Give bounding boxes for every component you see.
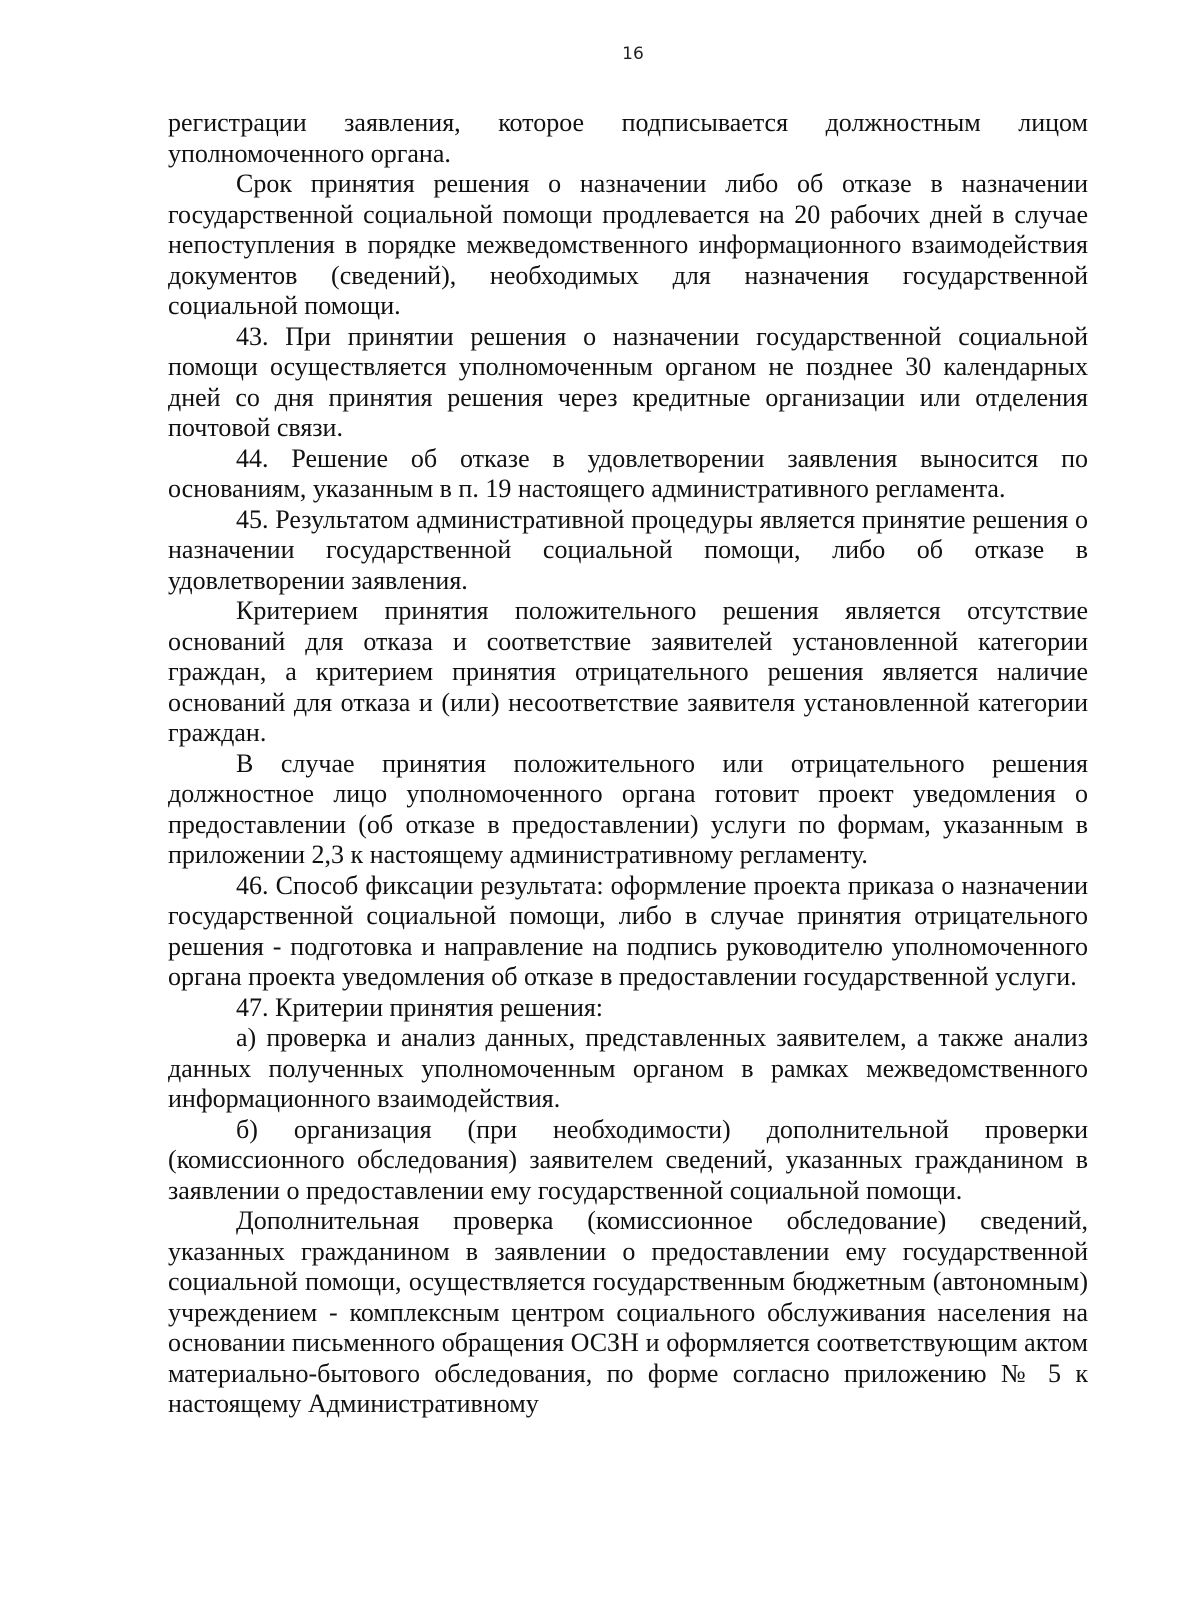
paragraph-47: 47. Критерии принятия решения: — [236, 992, 604, 1022]
paragraph-43: 43. При принятии решения о назначении государственной социальной помощи осуществляется уполномоченным органом не позднее 30 календарных дней со дня принятия решения через кредитные организации или отделения почтовой связи. — [168, 321, 1088, 442]
paragraph-45: 45. Результатом административной процедуры является принятие решения о назначении государственной социальной помощи, либо об отказе в удовлетворении заявления. — [168, 504, 1088, 595]
paragraph-continuation: регистрации заявления, которое подписывается должностным лицом уполномоченного органа. — [168, 108, 1088, 168]
paragraph-46: 46. Способ фиксации результата: оформление проекта приказа о назначении государственной социальной помощи, либо в случае принятия отрицательного решения - подготовка и направление на подпись руководителю уполномоченного органа проекта уведомления об отказе в предоставлении государственной услуги. — [168, 870, 1088, 991]
paragraph-44: 44. Решение об отказе в удовлетворении заявления выносится по основаниям, указанным в п. 19 настоящего административного регламента. — [168, 443, 1088, 503]
paragraph-notification-draft: В случае принятия положительного или отрицательного решения должностное лицо уполномоченного органа готовит проект уведомления о предоставлении (об отказе в предоставлении) услуги по формам, указанным в приложении 2,3 к настоящему административному регламенту. — [168, 748, 1088, 869]
paragraph-additional-check: Дополнительная проверка (комиссионное обследование) сведений, указанных гражданином в заявлении о предоставлении ему государственной социальной помощи, осуществляется государственным бюджетным (автономным) учреждением - комплексным центром социального обслуживания населения на основании письменного обращения ОСЗН и оформляется соответствующим актом материально-бытового обследования, по форме согласно приложению № 5 к настоящему Административному — [168, 1206, 1088, 1418]
document-body — [168, 108, 1088, 1420]
paragraph-decision-extension: Срок принятия решения о назначении либо об отказе в назначении государственной социальной помощи продлевается на 20 рабочих дней в случае непоступления в порядке межведомственного информационного взаимодействия документов (сведений), необходимых для назначения государственной социальной помощи. — [168, 169, 1088, 320]
paragraph-criteria-positive: Критерием принятия положительного решения является отсутствие оснований для отказа и соответствие заявителей установленной категории граждан, а критерием принятия отрицательного решения является наличие оснований для отказа и (или) несоответствие заявителя установленной категории граждан. — [168, 596, 1088, 747]
paragraph-47-a: а) проверка и анализ данных, представленных заявителем, а также анализ данных полученных уполномоченным органом в рамках межведомственного информационного взаимодействия. — [168, 1023, 1088, 1113]
paragraph-47-b: б) организация (при необходимости) дополнительной проверки (комиссионного обследования) заявителем сведений, указанных гражданином в заявлении о предоставлении ему государственной социальной помощи. — [168, 1114, 1088, 1205]
page-number: 16 — [622, 44, 644, 64]
